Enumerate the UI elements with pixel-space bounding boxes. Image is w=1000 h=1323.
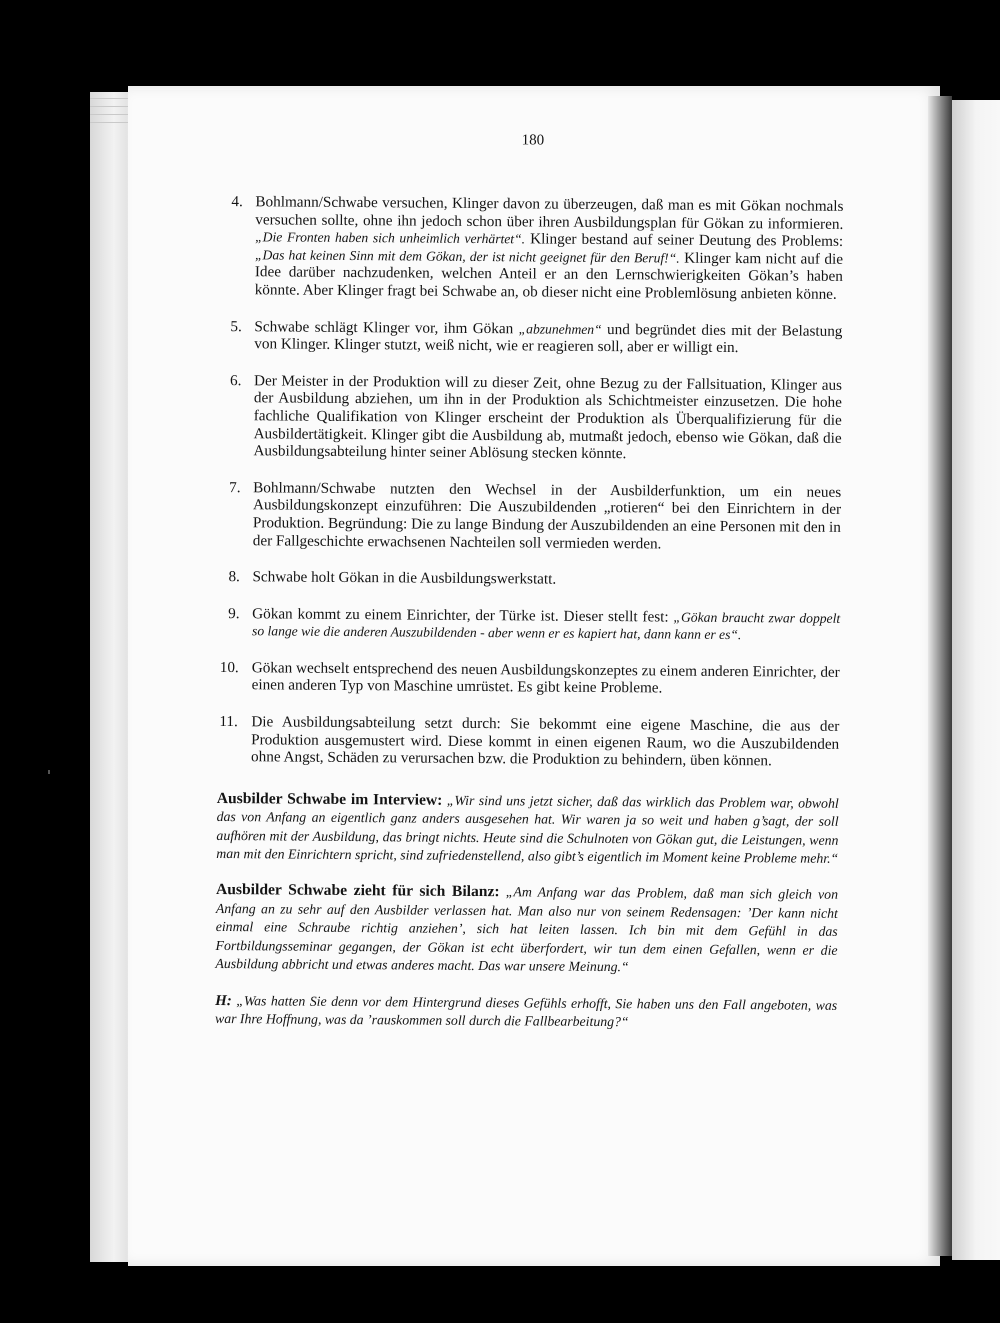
page-number: 180 [521,132,545,149]
dust-speck [48,770,50,774]
item-number: 11. [219,713,238,731]
item-text: Die Ausbildungsabteilung setzt durch: Sie bekommt eine eigene Maschine, die aus der Produktion ausgemustert wird. Diese kommt in einen eigenen Raum, wo die Auszubildenden ohne Angst, Schäden zu verursachen bzw. die Produktion zu behindern, üben können. [251,713,840,770]
item-text: und begründet dies mit der Belastung von Klinger. Klinger stutzt, weiß nicht, wie er reagieren soll, aber er willigt ein. [254,320,843,357]
item-number: 7. [229,478,241,496]
item-quote: „Die Fronten haben sich unheimlich verhärtet“. [255,229,526,247]
item-text: Bohlmann/Schwabe nutzten den Wechsel in der Ausbilderfunktion, um ein neues Ausbildungskonzept einzuführen: Die Auszubildenden „rotieren“ bei den Einrichtern in der Produktion. Begründung: Die zu lange Bindung der Auszubildenden an eine Personen mit den in der Fallgeschichte erwachsenen Nachteilen soll vermieden werden. [252,478,842,552]
list-item-4 [221,193,844,303]
item-text: Gökan kommt zu einem Einrichter, der Türke ist. Dieser stellt fest: [252,604,674,626]
item-text: Klinger kam nicht auf die Idee darüber nachzudenken, welchen Anteil er an den Lernschwierigkeiten Gökan’s haben könnte. Aber Klinger fragt bei Schwabe an, ob dieser nicht eine Problemlösung anbieten könne. [254,249,844,303]
item-text: Schwabe holt Gökan in die Ausbildungswerkstatt. [252,568,557,588]
item-number: 9. [228,604,240,622]
item-text: Der Meister in der Produktion will zu dieser Zeit, ohne Bezug zu der Fallsituation, Klinger aus der Ausbildung abziehen, um ihn in der Produktion als Schichtmeister einzusetzen. Die hohe fachliche Qualifikation von Klinger erscheint der Produktion als Überqualifizierung für die Ausbildertätigkeit. Klinger gibt die Ausbildung ab, mutmaßt jedoch, ebenso wie Gökan, daß die Ausbildungsabteilung hinter seiner Ablösung stecken könnte. [253,372,843,463]
page-content [215,130,844,1051]
interview-lead: Ausbilder Schwabe im Interview: [216,789,443,809]
list-item-9 [218,605,840,645]
item-number: 6. [229,371,242,389]
item-text: Schwabe schlägt Klinger vor, ihm Gökan [254,317,519,337]
question-speaker: H: [215,992,232,1009]
bilanz-paragraph [215,881,838,978]
item-quote: „Gökan braucht zwar doppelt so lange wie die anderen Auszubildenden - aber wenn er es kapiert hat, dann kann er es“. [252,609,841,643]
item-quote: „Das hat keinen Sinn mit dem Gökan, der ist nicht geeignet für den Beruf!“. [254,247,680,266]
item-number: 4. [231,193,243,211]
list-item-8 [218,568,840,590]
book-gutter [928,96,952,1256]
item-text: Gökan wechselt entsprechend des neuen Ausbildungskonzeptes zu einem anderen Einrichter, der einen anderen Typ von Maschine umrüstet. Es gibt keine Probleme. [251,659,840,697]
list-item-11 [217,713,839,771]
bilanz-lead: Ausbilder Schwabe zieht für sich Bilanz: [215,881,500,901]
interview-paragraph [216,790,839,869]
item-quote: „abzunehmen“ [518,320,602,337]
bilanz-quote: „Am Anfang war das Problem, daß man sich gleich von Anfang an zu sehr auf den Ausbilder verlassen hat. Man also nur von seinem Redensagen: ’Der kann nicht einmal eine Schraube richtig anziehen’, sich hat leiten lassen. Ich bin mit dem Gefühl in das Fortbildungsseminar gegangen, der Gökan ist echt überfordert, wir tun dem einen Gefallen, wenn er die Ausbildung abbricht und etwas anderes macht. Das war unsere Meinung.“ [215,884,839,975]
item-number: 10. [219,658,239,677]
list-item-10 [218,659,840,699]
list-item-6 [219,372,842,465]
item-number: 8. [228,568,240,586]
item-text: Bohlmann/Schwabe versuchen, Klinger davon zu überzeugen, daß man es mit Gökan nochmals versuchen sollte, ohne ihn jedoch schon über ihren Ausbildungsplan für Gökan zu informieren. [255,193,844,233]
list-item-5 [220,318,842,358]
item-number: 5. [230,317,242,335]
list-item-7 [219,479,842,554]
question-text: „Was hatten Sie denn vor dem Hintergrund dieses Gefühls erhofft, Sie haben uns den Fall angeboten, was war Ihre Hoffnung, was da ’rauskommen soll durch die Fallbearbeitung?“ [214,992,838,1030]
question-paragraph [215,991,837,1033]
item-text: Klinger bestand auf seiner Deutung des Problems: [524,230,844,251]
facing-page-edge [952,100,1000,1260]
interview-quote: „Wir sind uns jetzt sicher, daß das wirklich das Problem war, obwohl das von Anfang an eigentlich ganz anders ausgesehen hat. Wir waren ja so weit und haben g’sagt, der soll aufhören mit der Ausbildung, das bringt nichts. Heute sind die Schulnoten von Gökan gut, die Leistungen, wenn man mit den Einrichtern spricht, sind zufriedenstellend, also gibt’s eigentlich im Moment keine Probleme mehr.“ [216,792,839,866]
